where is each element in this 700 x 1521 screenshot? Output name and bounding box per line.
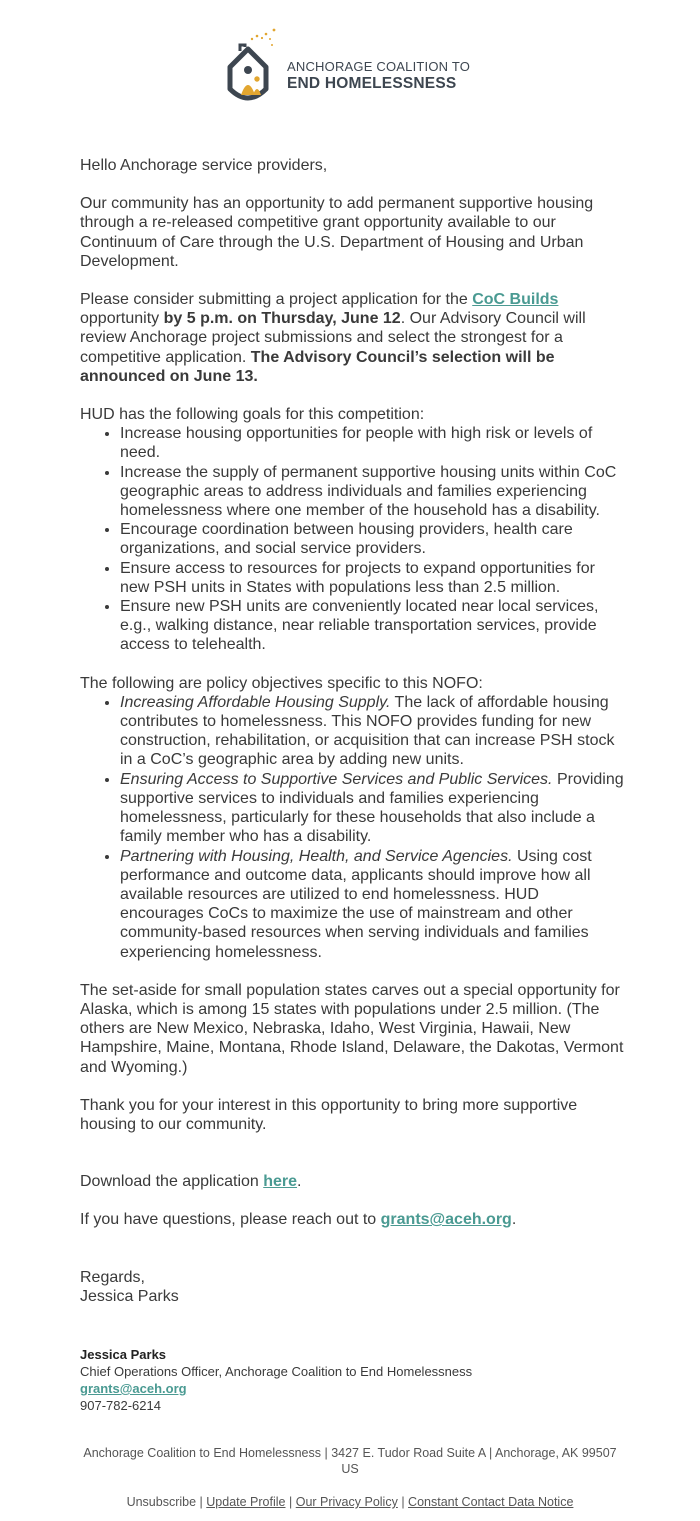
logo-line-2: END HOMELESSNESS <box>287 75 457 92</box>
objective-title: Partnering with Housing, Health, and Service Agencies. <box>120 847 513 865</box>
logo-text <box>287 59 470 93</box>
text: If you have questions, please reach out to <box>80 1211 381 1229</box>
text: . <box>511 1211 517 1229</box>
objective-text: Providing supportive services to individuals and families experiencing homelessness, particularly for these households that also include a family member who has a disability. <box>120 770 624 846</box>
announcement-text: The Advisory Council’s selection will be announced on June 13. <box>80 348 555 385</box>
footer-address: Anchorage Coalition to End Homelessness | 3427 E. Tudor Road Suite A | Anchorage, AK 99507 US <box>83 1446 617 1476</box>
list-item <box>120 847 625 962</box>
paragraph-setaside: The set-aside for small population states carves out a special opportunity for Alaska, which is among 15 states with populations under 2.5 million. (The others are New Mexico, Nebraska, Idaho, West Virginia, Hawaii, New Hampshire, Maine, Montana, Rhode Island, Delaware, the Dakotas, Vermont and Wyoming.) <box>80 981 624 1076</box>
house-logo-icon <box>226 27 280 103</box>
signature-phone: 907-782-6214 <box>80 1398 161 1413</box>
text: Download the application <box>80 1173 264 1191</box>
list-item: • Increase the supply of permanent supportive housing units within CoC geographic areas to address individuals and families experiencing homelessness where one member of the household has a disability. <box>120 463 625 521</box>
download-here-link[interactable]: here <box>263 1173 298 1191</box>
greeting: Hello Anchorage service providers, <box>80 157 328 174</box>
privacy-policy-link[interactable]: Our Privacy Policy <box>295 1495 398 1509</box>
list-item <box>120 693 625 770</box>
signature-name: Jessica Parks <box>80 1347 167 1362</box>
text: opportunity <box>80 310 164 328</box>
email-link[interactable]: grants@aceh.org <box>380 1211 512 1229</box>
coc-builds-link[interactable]: CoC Builds <box>472 291 559 309</box>
list-item: • Increase housing opportunities for people with high risk or levels of need. <box>120 424 625 462</box>
text: . <box>297 1173 302 1191</box>
footer-links <box>0 1495 700 1509</box>
paragraph-thanks: Thank you for your interest in this opportunity to bring more supportive housing to our community. <box>80 1096 578 1133</box>
objective-title: Increasing Affordable Housing Supply. <box>120 693 391 711</box>
unsubscribe-link[interactable]: Unsubscribe <box>126 1495 197 1509</box>
objective-title: Ensuring Access to Supportive Services and Public Services. <box>120 770 553 788</box>
list-item: • Ensure access to resources for projects to expand opportunities for new PSH units in States with populations less than 2.5 million. <box>120 559 625 597</box>
paragraph-application <box>80 290 625 386</box>
paragraph-intro: Our community has an opportunity to add permanent supportive housing through a re-released competitive grant opportunity available to our Continuum of Care through the U.S. Department of Housing and Urban Development. <box>80 195 594 270</box>
separator: | <box>288 1495 293 1509</box>
signature-email-link[interactable]: grants@aceh.org <box>80 1381 187 1396</box>
objective-text: Using cost performance and outcome data, applicants should improve how all available resources are utilized to end homelessness. HUD encourages CoCs to maximize the use of mainstream and other community-based resources when serving individuals and families experiencing homelessness. <box>120 847 592 961</box>
list-item: • Encourage coordination between housing providers, health care organizations, and social service providers. <box>120 520 625 558</box>
email-body <box>80 156 625 1306</box>
questions-line <box>80 1210 625 1229</box>
objectives-list <box>80 693 625 962</box>
regards-name: Jessica Parks <box>80 1287 179 1305</box>
list-item <box>120 770 625 847</box>
deadline-text: by 5 p.m. on Thursday, June 12 <box>163 310 401 328</box>
text: Please consider submitting a project application for the <box>80 291 473 309</box>
signature-title: Chief Operations Officer, Anchorage Coalition to End Homelessness <box>80 1364 473 1379</box>
data-notice-link[interactable]: Constant Contact Data Notice <box>408 1495 574 1509</box>
goals-intro: HUD has the following goals for this competition: <box>80 406 425 424</box>
regards: Regards, <box>80 1268 145 1286</box>
objective-text: The lack of affordable housing contributes to homelessness. This NOFO provides funding for new construction, rehabilitation, or acquisition that can increase PSH stock in a CoC’s geographic area by adding new units. <box>120 693 615 769</box>
goals-list <box>80 424 625 654</box>
update-profile-link[interactable]: Update Profile <box>206 1495 286 1509</box>
download-line <box>80 1172 625 1191</box>
logo-line-1: ANCHORAGE COALITION TO <box>287 59 471 74</box>
separator: | <box>199 1495 203 1509</box>
aceh-logo[interactable] <box>226 27 486 103</box>
text: . Our Advisory Council will review Anchorage project submissions and select the strongest for a competitive application. <box>80 310 586 366</box>
separator: | <box>401 1495 405 1509</box>
signature-block <box>80 1346 640 1414</box>
list-item: • Ensure new PSH units are conveniently located near local services, e.g., walking distance, near reliable transportation services, provide access to telehealth. <box>120 597 625 655</box>
objectives-intro: The following are policy objectives specific to this NOFO: <box>80 674 483 692</box>
